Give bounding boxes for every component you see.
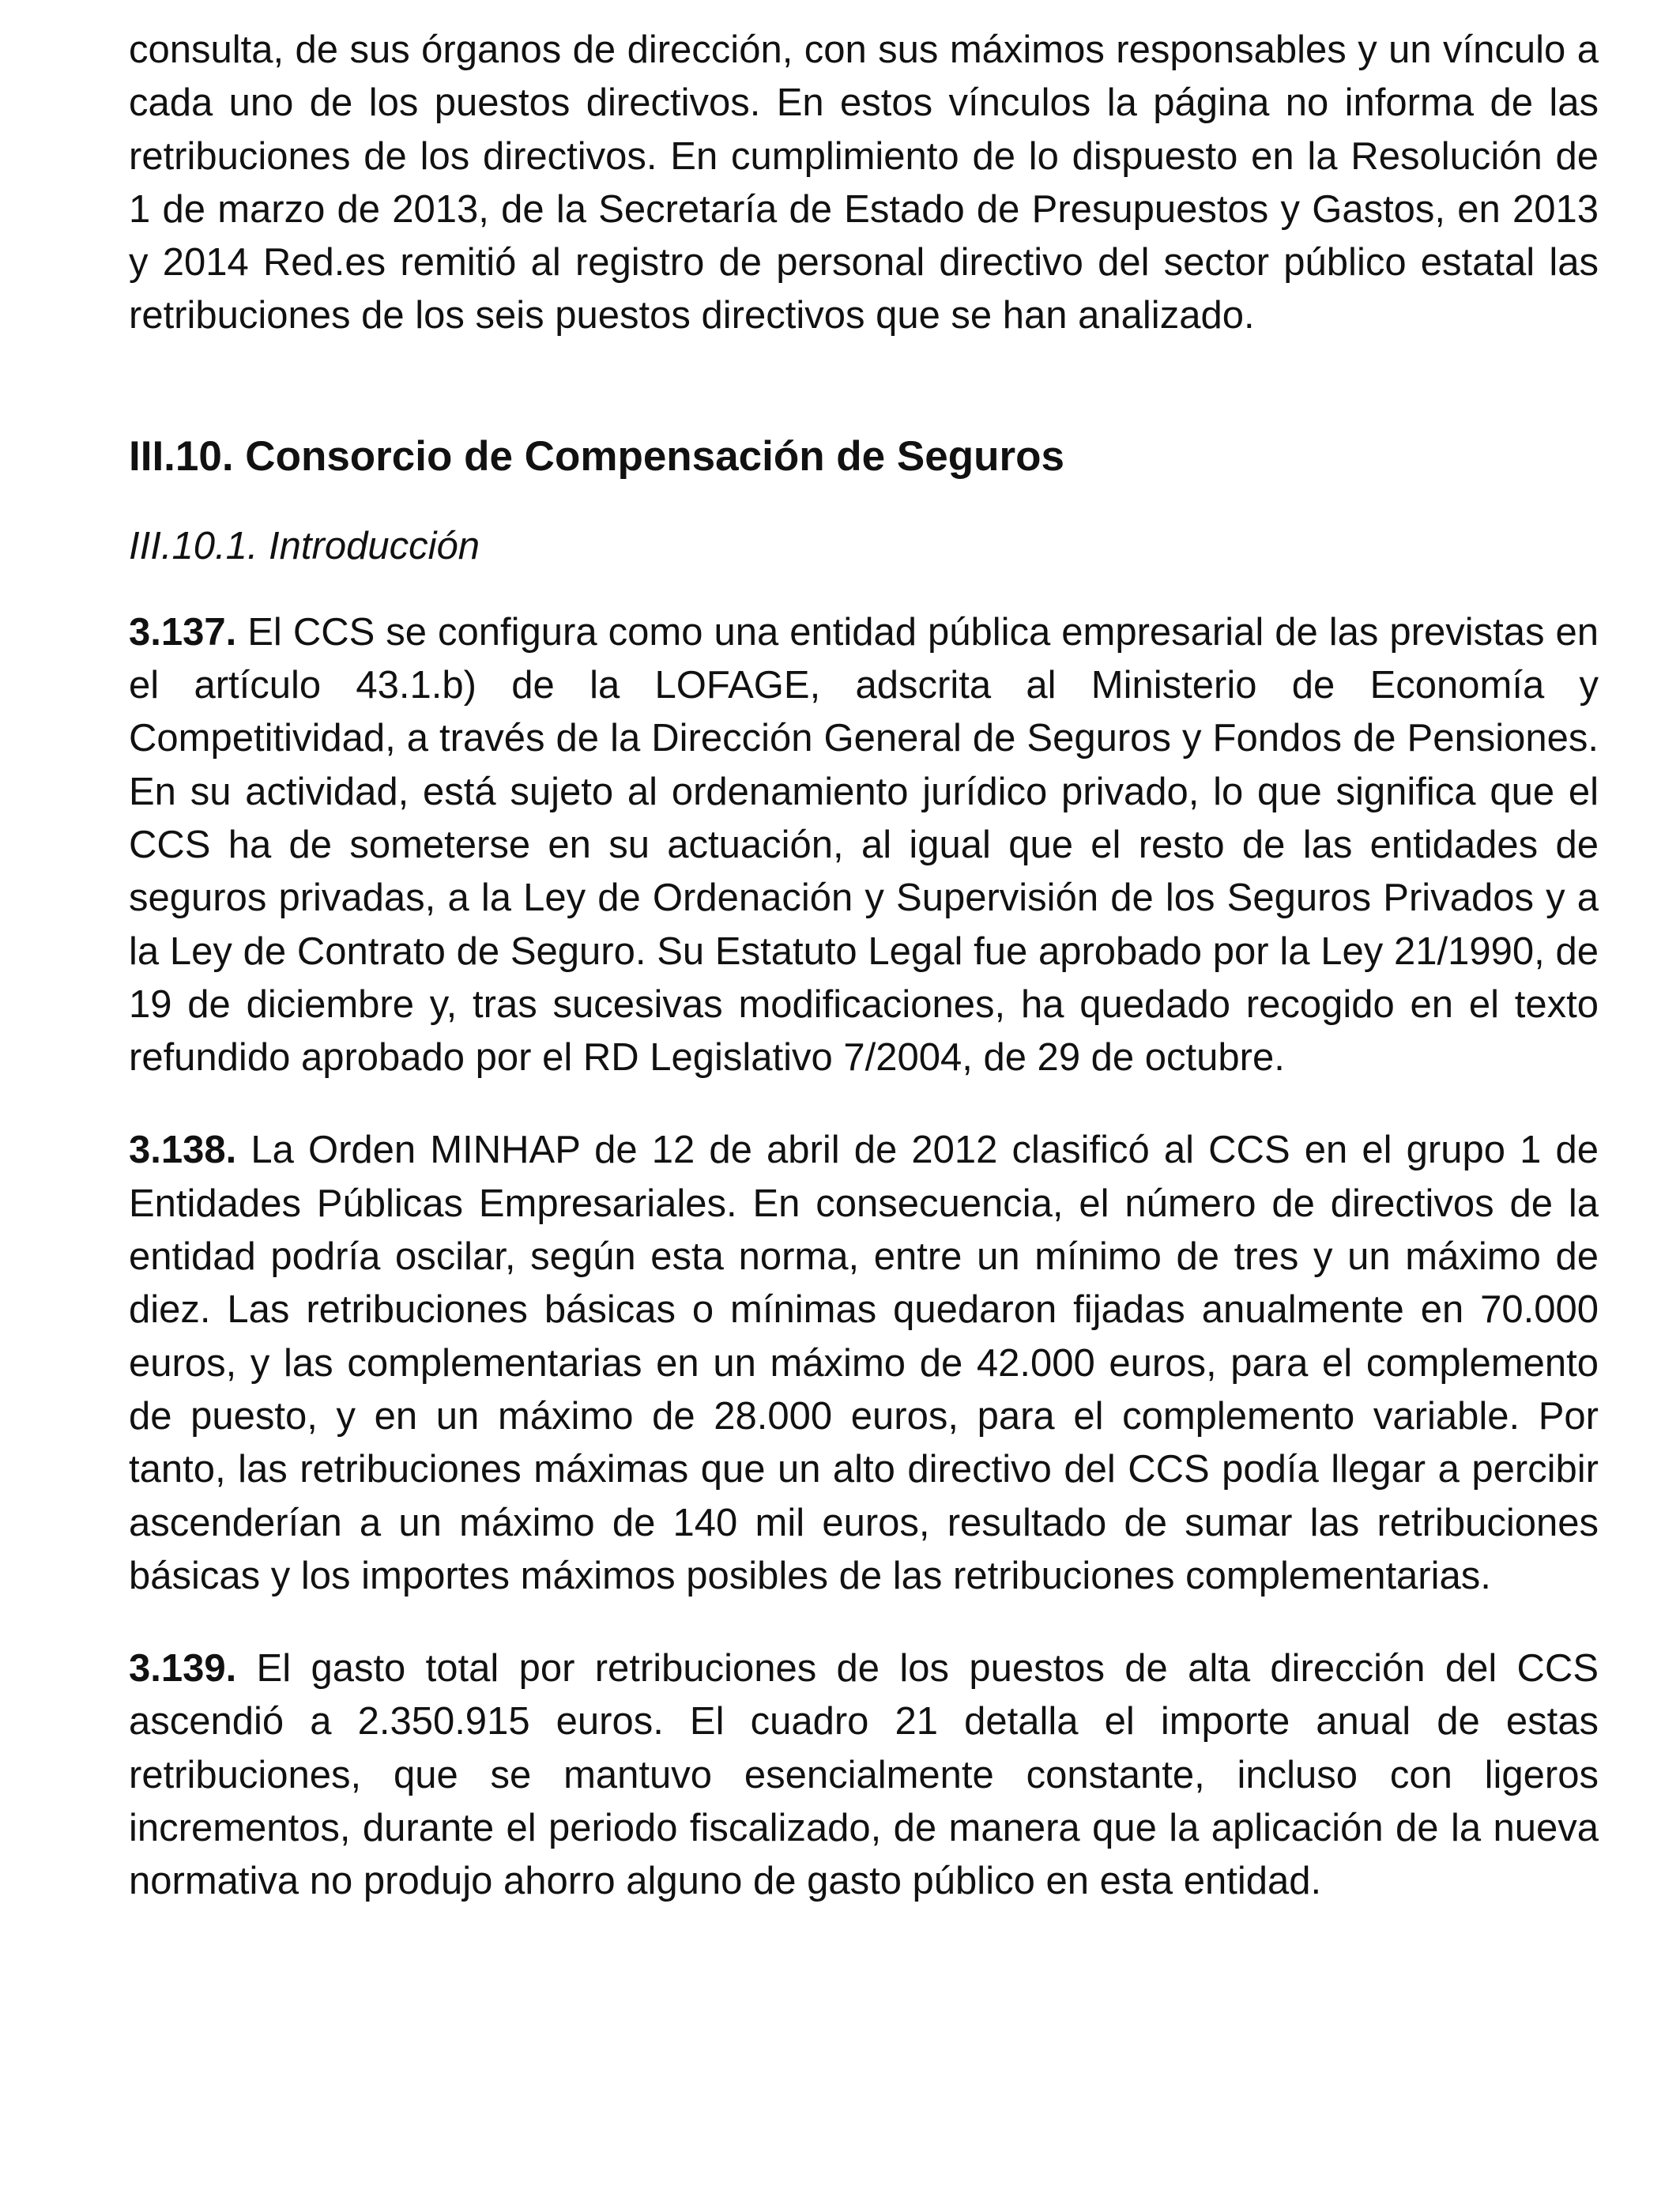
paragraph-3-139: [129, 1642, 1599, 1908]
paragraph-text: El CCS se configura como una entidad pública empresarial de las previstas en el artículo 43.1.b) de la LOFAGE, adscrita al Ministerio de Economía y Competitividad, a través de la Dirección General de Seguros y Fondos de Pensiones. En su actividad, está sujeto al ordenamiento jurídico privado, lo que significa que el CCS ha de someterse en su actuación, al igual que el resto de las entidades de seguros privadas, a la Ley de Ordenación y Supervisión de los Seguros Privados y a la Ley de Contrato de Seguro. Su Estatuto Legal fue aprobado por la Ley 21/1990, de 19 de diciembre y, tras sucesivas modificaciones, ha quedado recogido en el texto refundido aprobado por el RD Legislativo 7/2004, de 29 de octubre.: [129, 610, 1599, 1080]
paragraph-number: 3.138.: [129, 1129, 237, 1172]
section-heading: III.10. Consorcio de Compensación de Seguros: [129, 432, 1064, 480]
paragraph-3-138: [129, 1124, 1599, 1603]
paragraph-text: La Orden MINHAP de 12 de abril de 2012 clasificó al CCS en el grupo 1 de Entidades Públicas Empresariales. En consecuencia, el número de directivos de la entidad podría oscilar, según esta norma, entre un mínimo de tres y un máximo de diez. Las retribuciones básicas o mínimas quedaron fijadas anualmente en 70.000 euros, y las complementarias en un máximo de 42.000 euros, para el complemento de puesto, y en un máximo de 28.000 euros, para el complemento variable. Por tanto, las retribuciones máximas que un alto directivo del CCS podía llegar a percibir ascenderían a un máximo de 140 mil euros, resultado de sumar las retribuciones básicas y los importes máximos posibles de las retribuciones complementarias.: [129, 1129, 1599, 1597]
paragraph-3-137: [129, 606, 1599, 1085]
paragraph-number: 3.137.: [129, 610, 237, 654]
subsection-heading: III.10.1. Introducción: [129, 524, 480, 567]
intro-paragraph: consulta, de sus órganos de dirección, con sus máximos responsables y un vínculo a cada uno de los puestos directivos. En estos vínculos la página no informa de las retribuciones de los directivos. En cumplimiento de lo dispuesto en la Resolución de 1 de marzo de 2013, de la Secretaría de Estado de Presupuestos y Gastos, en 2013 y 2014 Red.es remitió al registro de personal directivo del sector público estatal las retribuciones de los seis puestos directivos que se han analizado.: [129, 28, 1599, 337]
document-page: [129, 24, 1599, 1909]
paragraph-text: El gasto total por retribuciones de los puestos de alta dirección del CCS ascendió a 2.350.915 euros. El cuadro 21 detalla el importe anual de estas retribuciones, que se mantuvo esencialmente constante, incluso con ligeros incrementos, durante el periodo fiscalizado, de manera que la aplicación de la nueva normativa no produjo ahorro alguno de gasto público en esta entidad.: [129, 1647, 1599, 1903]
paragraph-number: 3.139.: [129, 1647, 237, 1691]
